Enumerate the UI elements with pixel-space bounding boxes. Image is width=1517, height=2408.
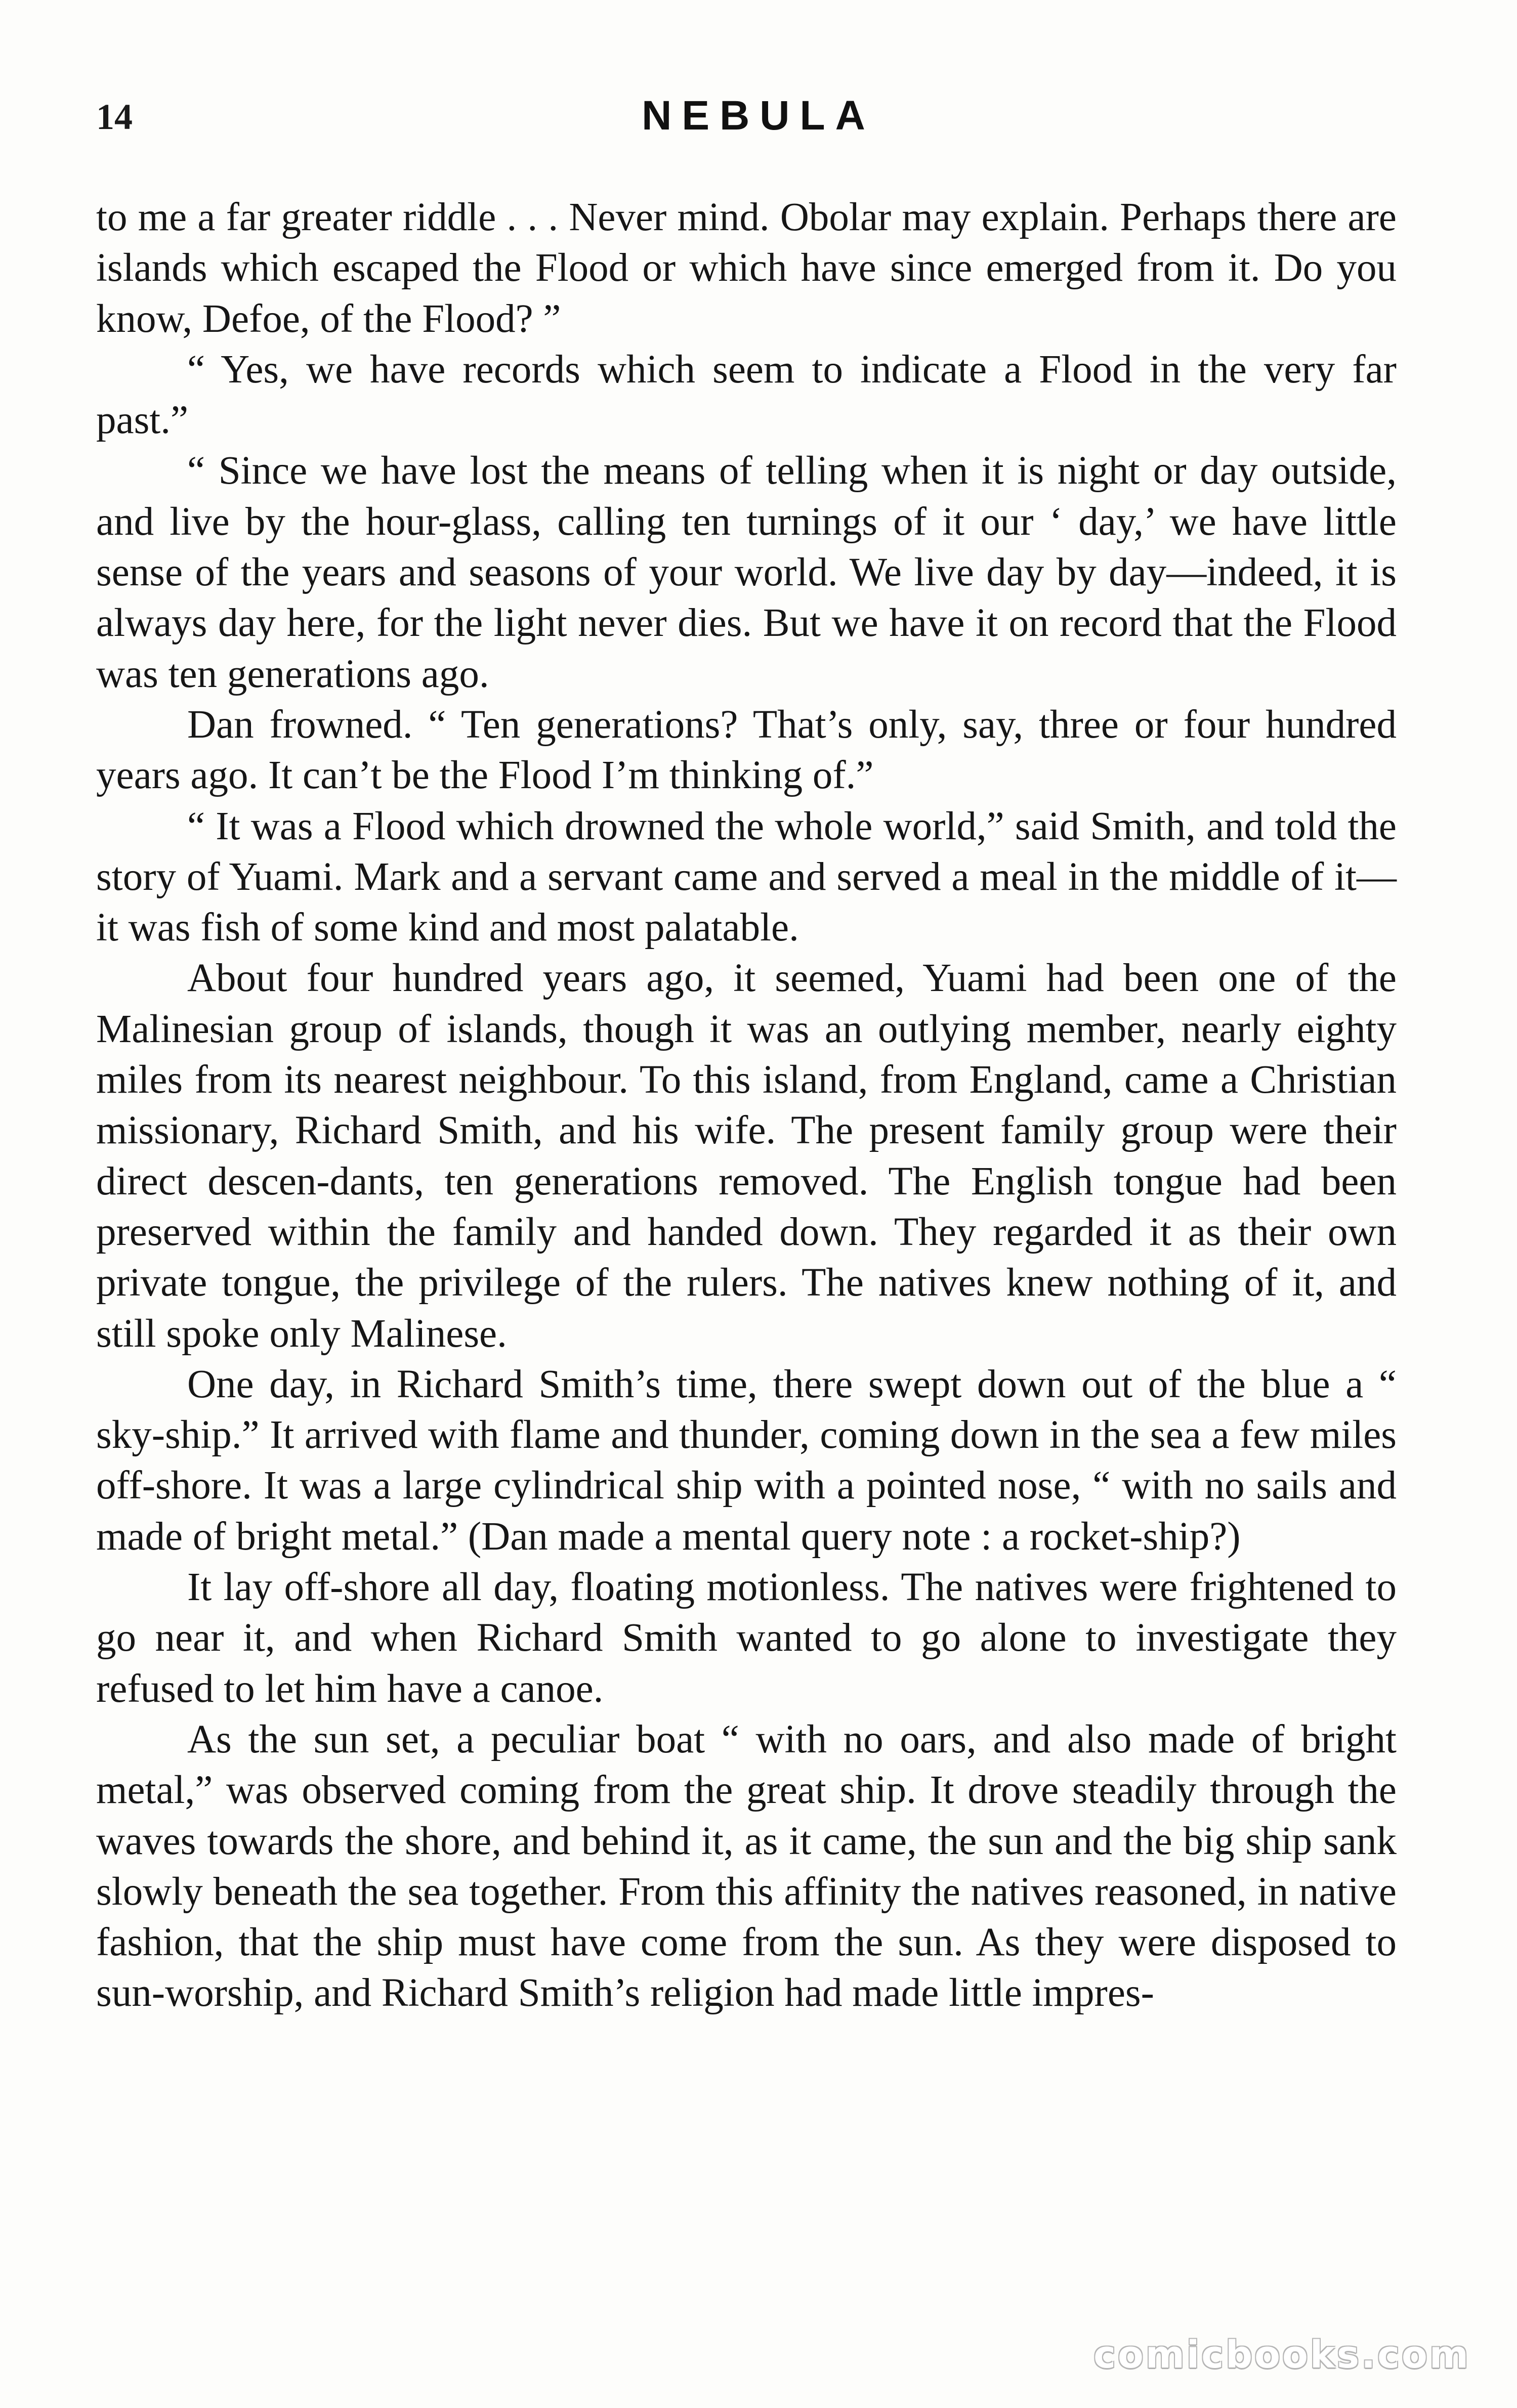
watermark: comicbooks.com [1093, 2333, 1470, 2377]
paragraph: Dan frowned. “ Ten generations? That’s only, say, three or four hundred years ago. It can’t be the Flood I’m thinking of.” [96, 702, 1397, 798]
paragraph: “ It was a Flood which drowned the whole world,” said Smith, and told the story of Yuami. Mark and a servant came and served a meal in the middle of it—it was fish of some kind and most palatable. [96, 804, 1397, 950]
paragraph: One day, in Richard Smith’s time, there swept down out of the blue a “ sky-ship.” It arrived with flame and thunder, coming down in the sea a few miles off-shore. It was a large cylindrical ship with a pointed nose, “ with no sails and made of bright metal.” (Dan made a mental query note : a rocket-ship?) [96, 1362, 1397, 1559]
body-text [96, 192, 1397, 2019]
paragraph: As the sun set, a peculiar boat “ with no oars, and also made of bright metal,” was observed coming from the great ship. It drove steadily through the waves towards the shore, and behind it, as it came, the sun and the big ship sank slowly beneath the sea together. From this affinity the natives reasoned, in native fashion, that the ship must have come from the sun. As they were disposed to sun-worship, and Richard Smith’s religion had made little impres- [96, 1717, 1397, 2015]
paragraph: “ Since we have lost the means of telling when it is night or day outside, and live by the hour-glass, calling ten turnings of it our ‘ day,’ we have little sense of the years and seasons of your world. We live day by day—indeed, it is always day here, for the light never dies. But we have it on record that the Flood was ten generations ago. [96, 449, 1397, 696]
paragraph: “ Yes, we have records which seem to indicate a Flood in the very far past.” [96, 347, 1397, 443]
page-number: 14 [96, 97, 133, 137]
running-head-title: NEBULA [642, 93, 875, 139]
paragraph: About four hundred years ago, it seemed, Yuami had been one of the Malinesian group of islands, though it was an outlying member, nearly eighty miles from its nearest neighbour. To this island, from England, came a Christian missionary, Richard Smith, and his wife. The present family group were their direct descen-dants, ten generations removed. The English tongue had been preserved within the family and handed down. They regarded it as their own private tongue, the privilege of the rulers. The natives knew nothing of it, and still spoke only Malinese. [96, 956, 1397, 1356]
paragraph: to me a far greater riddle . . . Never mind. Obolar may explain. Perhaps there are islands which escaped the Flood or which have since emerged from it. Do you know, Defoe, of the Flood? ” [96, 195, 1397, 341]
paragraph: It lay off-shore all day, floating motionless. The natives were frightened to go near it, and when Richard Smith wanted to go alone to investigate they refused to let him have a canoe. [96, 1565, 1397, 1711]
